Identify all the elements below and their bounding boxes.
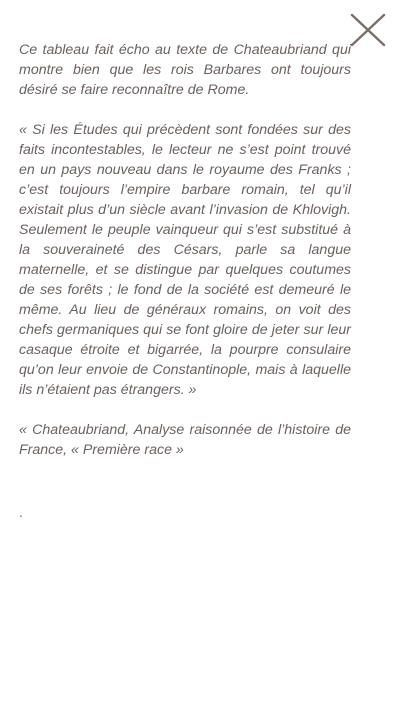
quote-paragraph: « Si les Études qui précèdent sont fondées sur des faits incontestables, le lecteur ne s’est point trouvé en un pays nouveau dans le royaume des Franks ; c’est toujours l’empire barbare romain, tel qu’il existait plus d’un siècle avant l’invasion de Khlovigh. Seulement le peuple vainqueur qui s’est substitué à la souveraineté des Césars, parle sa langue maternelle, et se distingue par quelques coutumes de ses forêts ; le fond de la société est demeuré le même. Au lieu de généraux romains, on voit des chefs germaniques qui se font gloire de jeter sur leur casaque étroite et bigarrée, la pourpre consulaire qu’on leur envoie de Constantinople, mais à laquelle ils n’étaient pas étrangers. »	[19, 122, 351, 398]
close-icon	[349, 12, 387, 48]
text-panel	[19, 40, 351, 480]
close-button[interactable]	[349, 12, 387, 48]
citation-paragraph: « Chateaubriand, Analyse raisonnée de l’histoire de France, « Première race »	[19, 422, 351, 458]
intro-paragraph: Ce tableau fait écho au texte de Chateaubriand qui montre bien que les rois Barbares ont toujours désiré se faire reconnaître de Rome.	[19, 42, 351, 98]
trailing-period: .	[19, 504, 23, 520]
